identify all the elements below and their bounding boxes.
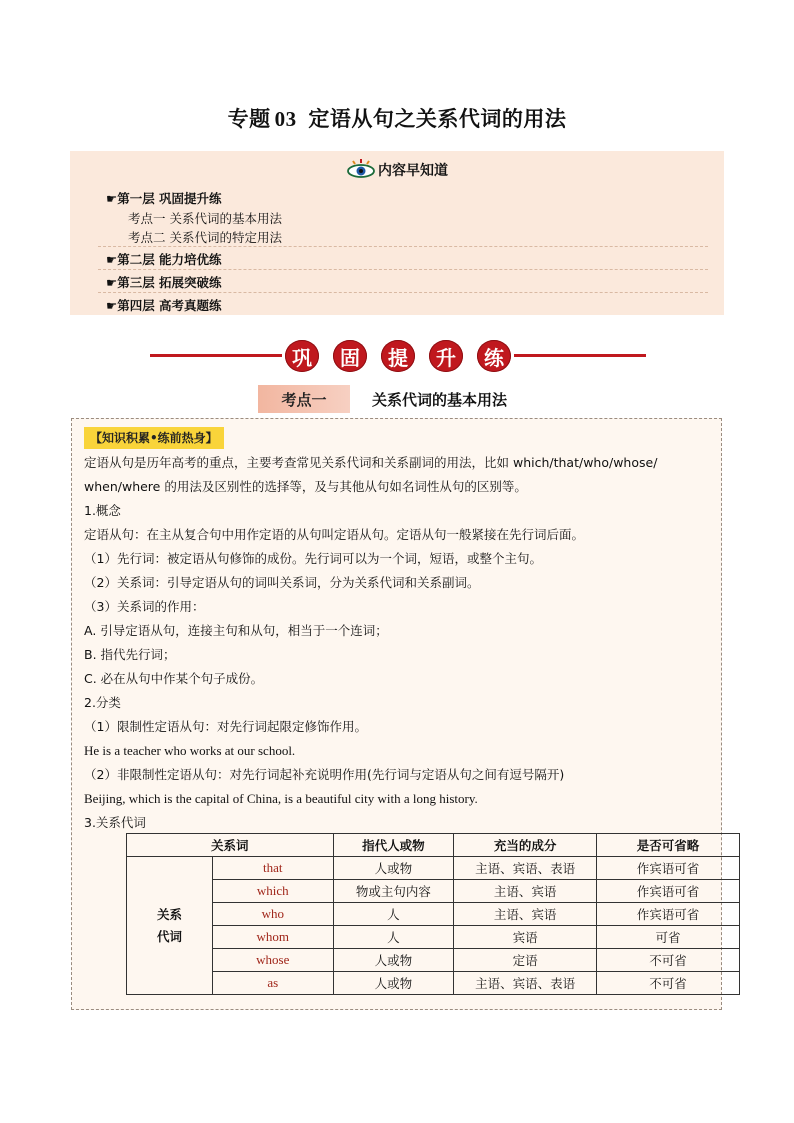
table-cell: 不可省 [597,949,740,972]
table-cell: 作宾语可省 [597,857,740,880]
overview-box [70,151,724,315]
group-label-line: 关系 [156,906,182,922]
relative-pronoun-table [126,833,740,995]
divider [98,246,708,247]
section-heading: 3.关系代词 [84,815,146,830]
pronoun-cell: whose [212,949,333,972]
overview-point-1[interactable]: 考点一 关系代词的基本用法 [128,211,282,226]
band-char: 升 [429,340,463,372]
column-header: 充当的成分 [454,834,597,857]
pronoun-cell: whom [212,926,333,949]
table-cell: 主语、宾语 [454,880,597,903]
table-row [127,949,740,972]
section-band [285,340,511,374]
table-cell: 主语、宾语、表语 [454,972,597,995]
table-cell: 定语 [454,949,597,972]
table-cell: 作宾语可省 [597,903,740,926]
table-cell: 主语、宾语、表语 [454,857,597,880]
eye-icon [346,159,376,183]
band-char: 巩 [285,340,319,372]
paragraph: （2）非限制性定语从句：对先行词起补充说明作用(先行词与定语从句之间有逗号隔开) [84,767,565,782]
table-cell: 主语、宾语 [454,903,597,926]
column-header: 指代人或物 [333,834,454,857]
page-title [0,103,794,133]
group-label [127,857,213,995]
band-char: 固 [333,340,367,372]
overview-layer-1[interactable]: ☛第一层 巩固提升练 [106,191,222,206]
overview-layer-2[interactable]: ☛第二层 能力培优练 [106,252,222,267]
paragraph: （1）先行词：被定语从句修饰的成份。先行词可以为一个词，短语，或整个主句。 [84,551,542,566]
section-heading: 2.分类 [84,695,121,710]
paragraph: （3）关系词的作用： [84,599,205,614]
title-number: 03 [274,107,297,131]
table-cell: 可省 [597,926,740,949]
table-cell: 人 [333,926,454,949]
example-sentence: Beijing, which is the capital of China, is a beautiful city with a long history. [84,791,478,806]
table-cell: 人或物 [333,857,454,880]
table-row [127,857,740,880]
overview-layer-3[interactable]: ☛第三层 拓展突破练 [106,275,222,290]
table-cell: 作宾语可省 [597,880,740,903]
paragraph: 定语从句是历年高考的重点，主要考查常见关系代词和关系副词的用法，比如 which/that/who/whose/ [84,455,658,470]
table-row [127,972,740,995]
table-row [127,903,740,926]
band-char: 练 [477,340,511,372]
knowledge-tag: 【知识积累•练前热身】 [84,427,224,449]
paragraph: B. 指代先行词； [84,647,176,662]
overview-heading-text: 内容早知道 [378,163,448,179]
table-cell: 人或物 [333,972,454,995]
title-prefix: 专题 [227,107,271,131]
knowledge-box [71,418,722,1010]
column-header: 关系词 [127,834,334,857]
column-header: 是否可省略 [597,834,740,857]
overview-heading [70,159,724,183]
paragraph: 定语从句：在主从复合句中用作定语的从句叫定语从句。定语从句一般紧接在先行词后面。 [84,527,585,542]
example-sentence: He is a teacher who works at our school. [84,743,296,758]
table-row [127,926,740,949]
paragraph: （1）限制性定语从句：对先行词起限定修饰作用。 [84,719,367,734]
band-char: 提 [381,340,415,372]
table-cell: 人或物 [333,949,454,972]
title-text: 定语从句之关系代词的用法 [308,107,567,131]
pronoun-cell: which [212,880,333,903]
paragraph: （2）关系词：引导定语从句的词叫关系词，分为关系代词和关系副词。 [84,575,480,590]
table-row [127,880,740,903]
divider [98,292,708,293]
pronoun-cell: as [212,972,333,995]
pronoun-cell: that [212,857,333,880]
pronoun-cell: who [212,903,333,926]
table-cell: 宾语 [454,926,597,949]
table-header-row [127,834,740,857]
paragraph: C. 必在从句中作某个句子成份。 [84,671,264,686]
paragraph: A. 引导定语从句，连接主句和从句，相当于一个连词； [84,623,388,638]
table-cell: 不可省 [597,972,740,995]
point-title: 关系代词的基本用法 [372,391,508,409]
band-line-left [150,354,282,357]
table-cell: 物或主句内容 [333,880,454,903]
divider [98,269,708,270]
table-cell: 人 [333,903,454,926]
group-label-line: 代词 [156,928,182,944]
paragraph: when/where 的用法及区别性的选择等，及与其他从句如名词性从句的区别等。 [84,479,527,494]
section-heading: 1.概念 [84,503,121,518]
band-line-right [514,354,646,357]
point-tag: 考点一 [258,385,350,413]
overview-layer-4[interactable]: ☛第四层 高考真题练 [106,298,222,313]
overview-point-2[interactable]: 考点二 关系代词的特定用法 [128,230,282,245]
